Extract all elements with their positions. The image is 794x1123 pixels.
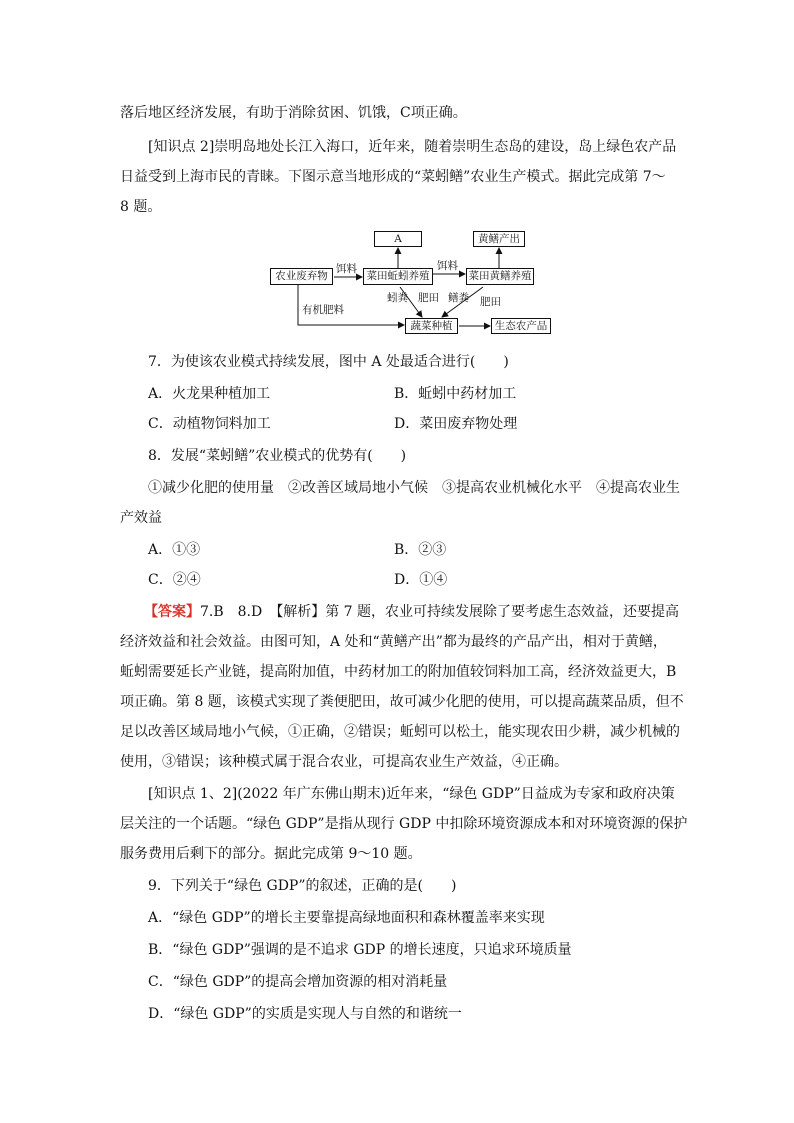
box-a: A [374, 231, 422, 247]
box-vegetable-planting: 蔬菜种植 [405, 318, 458, 334]
explanation-line: 经济效益和社会效益。由图可知，A 处和“黄鳝产出”都为最终的产品产出，相对于黄鳝， [120, 634, 667, 650]
question-8-statements: ①减少化肥的使用量 ②改善区域局地小气候 ③提高农业机械化水平 ④提高农业生 [148, 480, 680, 496]
question-8-option-a: A．①③ [148, 542, 201, 558]
answer-line [144, 602, 679, 622]
question-8-option-b: B．②③ [394, 542, 447, 558]
paragraph-line: 层关注的一个话题。“绿色 GDP”是指从现行 GDP 中扣除环境资源成本和对环境资源的保护 [120, 816, 688, 832]
question-9-option-c: C．“绿色 GDP”的提高会增加资源的相对消耗量 [148, 974, 448, 990]
box-eel-farming: 菜田黄鳝养殖 [466, 268, 534, 285]
question-7-option-d: D．菜田废弃物处理 [394, 416, 518, 432]
explanation-line: 足以改善区域局地小气候，①正确，②错误；蚯蚓可以松土，能实现农田少耕，减少机械的 [120, 724, 680, 740]
box-eco-products: 生态农产品 [491, 318, 551, 334]
question-7-option-c: C．动植物饲料加工 [148, 416, 271, 432]
paragraph-line: 落后地区经济发展，有助于消除贫困、饥饿，C项正确。 [120, 105, 467, 121]
question-9-stem: 9．下列关于“绿色 GDP”的叙述，正确的是( ) [148, 878, 457, 894]
paragraph-line: 服务费用后剩下的部分。据此完成第 9～10 题。 [120, 846, 422, 862]
label-fertilize-2: 肥田 [480, 296, 501, 308]
explanation-line: 项正确。第 8 题，该模式实现了粪便肥田，故可减少化肥的使用，可以提高蔬菜品质，但不 [120, 694, 684, 710]
label-eel-dung: 鳝粪 [448, 292, 469, 304]
label-feed-1: 饵料 [336, 263, 357, 275]
box-agricultural-waste: 农业废弃物 [270, 268, 333, 285]
question-8-stem: 8．发展“菜蚓鳝”农业模式的优势有( ) [148, 448, 407, 464]
question-7-option-a: A．火龙果种植加工 [148, 386, 271, 402]
label-fertilize-1: 肥田 [418, 292, 439, 304]
question-8-statements-cont: 产效益 [120, 510, 162, 526]
box-earthworm-farming: 菜田蚯蚓养殖 [363, 268, 433, 285]
explanation-line: 使用，③错误；该种模式属于混合农业，可提高农业生产效益，④正确。 [120, 754, 568, 770]
paragraph-line: 日益受到上海市民的青睐。下图示意当地形成的“菜蚓鳝”农业生产模式。据此完成第 7～ [120, 169, 666, 185]
farming-model-diagram [262, 222, 562, 346]
question-8-option-d: D．①④ [394, 572, 448, 588]
box-eel-output: 黄鳝产出 [473, 231, 525, 247]
label-organic-fertilizer: 有机肥料 [302, 304, 344, 316]
label-worm-dung: 蚓粪 [387, 292, 408, 304]
knowledge-point-intro: [知识点 2]崇明岛地处长江入海口，近年来，随着崇明生态岛的建设，岛上绿色农产品 [148, 139, 677, 155]
question-9-option-a: A．“绿色 GDP”的增长主要靠提高绿地面积和森林覆盖率来实现 [148, 910, 545, 926]
question-9-option-b: B．“绿色 GDP”强调的是不追求 GDP 的增长速度，只追求环境质量 [148, 942, 572, 958]
knowledge-point-intro: [知识点 1、2](2022 年广东佛山期末)近年来，“绿色 GDP”日益成为专家和政府决策 [148, 786, 675, 802]
answer-tag: 【答案】 [144, 604, 200, 620]
paragraph-line: 8 题。 [120, 199, 162, 215]
explanation-line: 蚯蚓需要延长产业链，提高附加值，中药材加工的附加值较饲料加工高，经济效益更大，B [120, 664, 677, 680]
label-feed-2: 饵料 [437, 260, 458, 272]
question-9-option-d: D．“绿色 GDP”的实质是实现人与自然的和谐统一 [148, 1006, 462, 1022]
answer-text: 7.B 8.D 【解析】第 7 题，农业可持续发展除了要考虑生态效益，还要提高 [200, 604, 680, 620]
question-8-option-c: C．②④ [148, 572, 201, 588]
question-7-stem: 7．为使该农业模式持续发展，图中 A 处最适合进行( ) [148, 354, 509, 370]
question-7-option-b: B．蚯蚓中药材加工 [394, 386, 517, 402]
